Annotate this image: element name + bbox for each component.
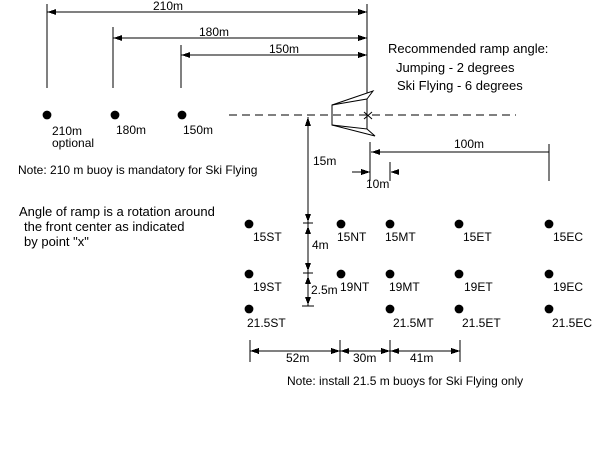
buoy-150m-dot [178, 111, 187, 120]
buoy-label-15ET: 15ET [463, 230, 492, 244]
buoy-180m-label: 180m [116, 123, 147, 137]
buoy-21.5EC-dot [545, 305, 554, 314]
dimension-41m-label: 41m [410, 351, 434, 365]
buoy-label-21-5ET: 21.5ET [462, 316, 501, 330]
buoy-15ET-dot [455, 220, 464, 229]
vertical-dimension-chain [302, 117, 314, 306]
rotation-note-line3: by point "x" [24, 234, 89, 249]
buoy-19ET-dot [455, 270, 464, 279]
dimension-30m-label: 30m [353, 351, 377, 365]
buoy-label-19ST: 19ST [253, 280, 282, 294]
dimension-180m-label: 180m [199, 25, 230, 39]
buoy-label-21-5EC: 21.5EC [552, 316, 593, 330]
dimension-180m-line [113, 35, 367, 41]
dimension-210m-line [47, 9, 367, 15]
buoy-210m-label: 210m [52, 124, 83, 138]
buoy-label-15ST: 15ST [253, 230, 282, 244]
course-buoy-dots [43, 111, 187, 120]
buoy-label-21-5ST: 21.5ST [247, 316, 286, 330]
buoy-19EC-dot [545, 270, 554, 279]
extension-lines [47, 4, 367, 93]
dimension-210m-label: 210m [153, 0, 184, 13]
buoy-21.5ST-dot [245, 305, 254, 314]
buoy-21.5MT-dot [386, 305, 395, 314]
dimension-100m-label: 100m [454, 137, 485, 151]
buoy-150m-label: 150m [183, 123, 214, 137]
rotation-note-line1: Angle of ramp is a rotation around [19, 204, 215, 219]
buoy-label-19MT: 19MT [389, 280, 420, 294]
buoy-label-15EC: 15EC [553, 230, 584, 244]
buoy-19ST-dot [245, 270, 254, 279]
dimension-10m-label: 10m [366, 177, 390, 191]
buoy-label-15MT: 15MT [385, 230, 416, 244]
dimension-15m-label: 15m [313, 154, 337, 168]
buoy-15NT-dot [337, 220, 346, 229]
ramp-angle-jumping: Jumping - 2 degrees [396, 60, 515, 75]
dimension-52m-label: 52m [286, 351, 310, 365]
buoy-15MT-dot [386, 220, 395, 229]
buoy-15ST-dot [245, 220, 254, 229]
buoy-label-19NT: 19NT [340, 280, 370, 294]
buoy-21.5ET-dot [455, 305, 464, 314]
buoy-15EC-dot [545, 220, 554, 229]
dimension-2-5m-label: 2.5m [311, 283, 338, 297]
dimension-10m-line [352, 142, 399, 181]
buoy-19MT-dot [386, 270, 395, 279]
ramp-angle-ski-flying: Ski Flying - 6 degrees [397, 78, 523, 93]
buoy-label-15NT: 15NT [337, 230, 367, 244]
buoy-180m-dot [111, 111, 120, 120]
buoy-210m-sublabel: optional [52, 136, 95, 150]
buoy-label-19ET: 19ET [464, 280, 493, 294]
dimension-4m-label: 4m [312, 238, 329, 252]
buoy-label-19EC: 19EC [553, 280, 584, 294]
buoy-label-21-5MT: 21.5MT [393, 316, 434, 330]
jump-ramp-shape [332, 91, 375, 136]
note-210m-mandatory: Note: 210 m buoy is mandatory for Ski Flying [18, 163, 258, 177]
dimension-150m-label: 150m [269, 42, 300, 56]
buoy-210m-dot [43, 111, 52, 120]
buoy-19NT-dot [337, 270, 346, 279]
note-install-21-5m: Note: install 21.5 m buoys for Ski Flying only [287, 374, 524, 388]
ramp-angle-title: Recommended ramp angle: [388, 41, 549, 56]
rotation-note-line2: the front center as indicated [24, 219, 185, 234]
